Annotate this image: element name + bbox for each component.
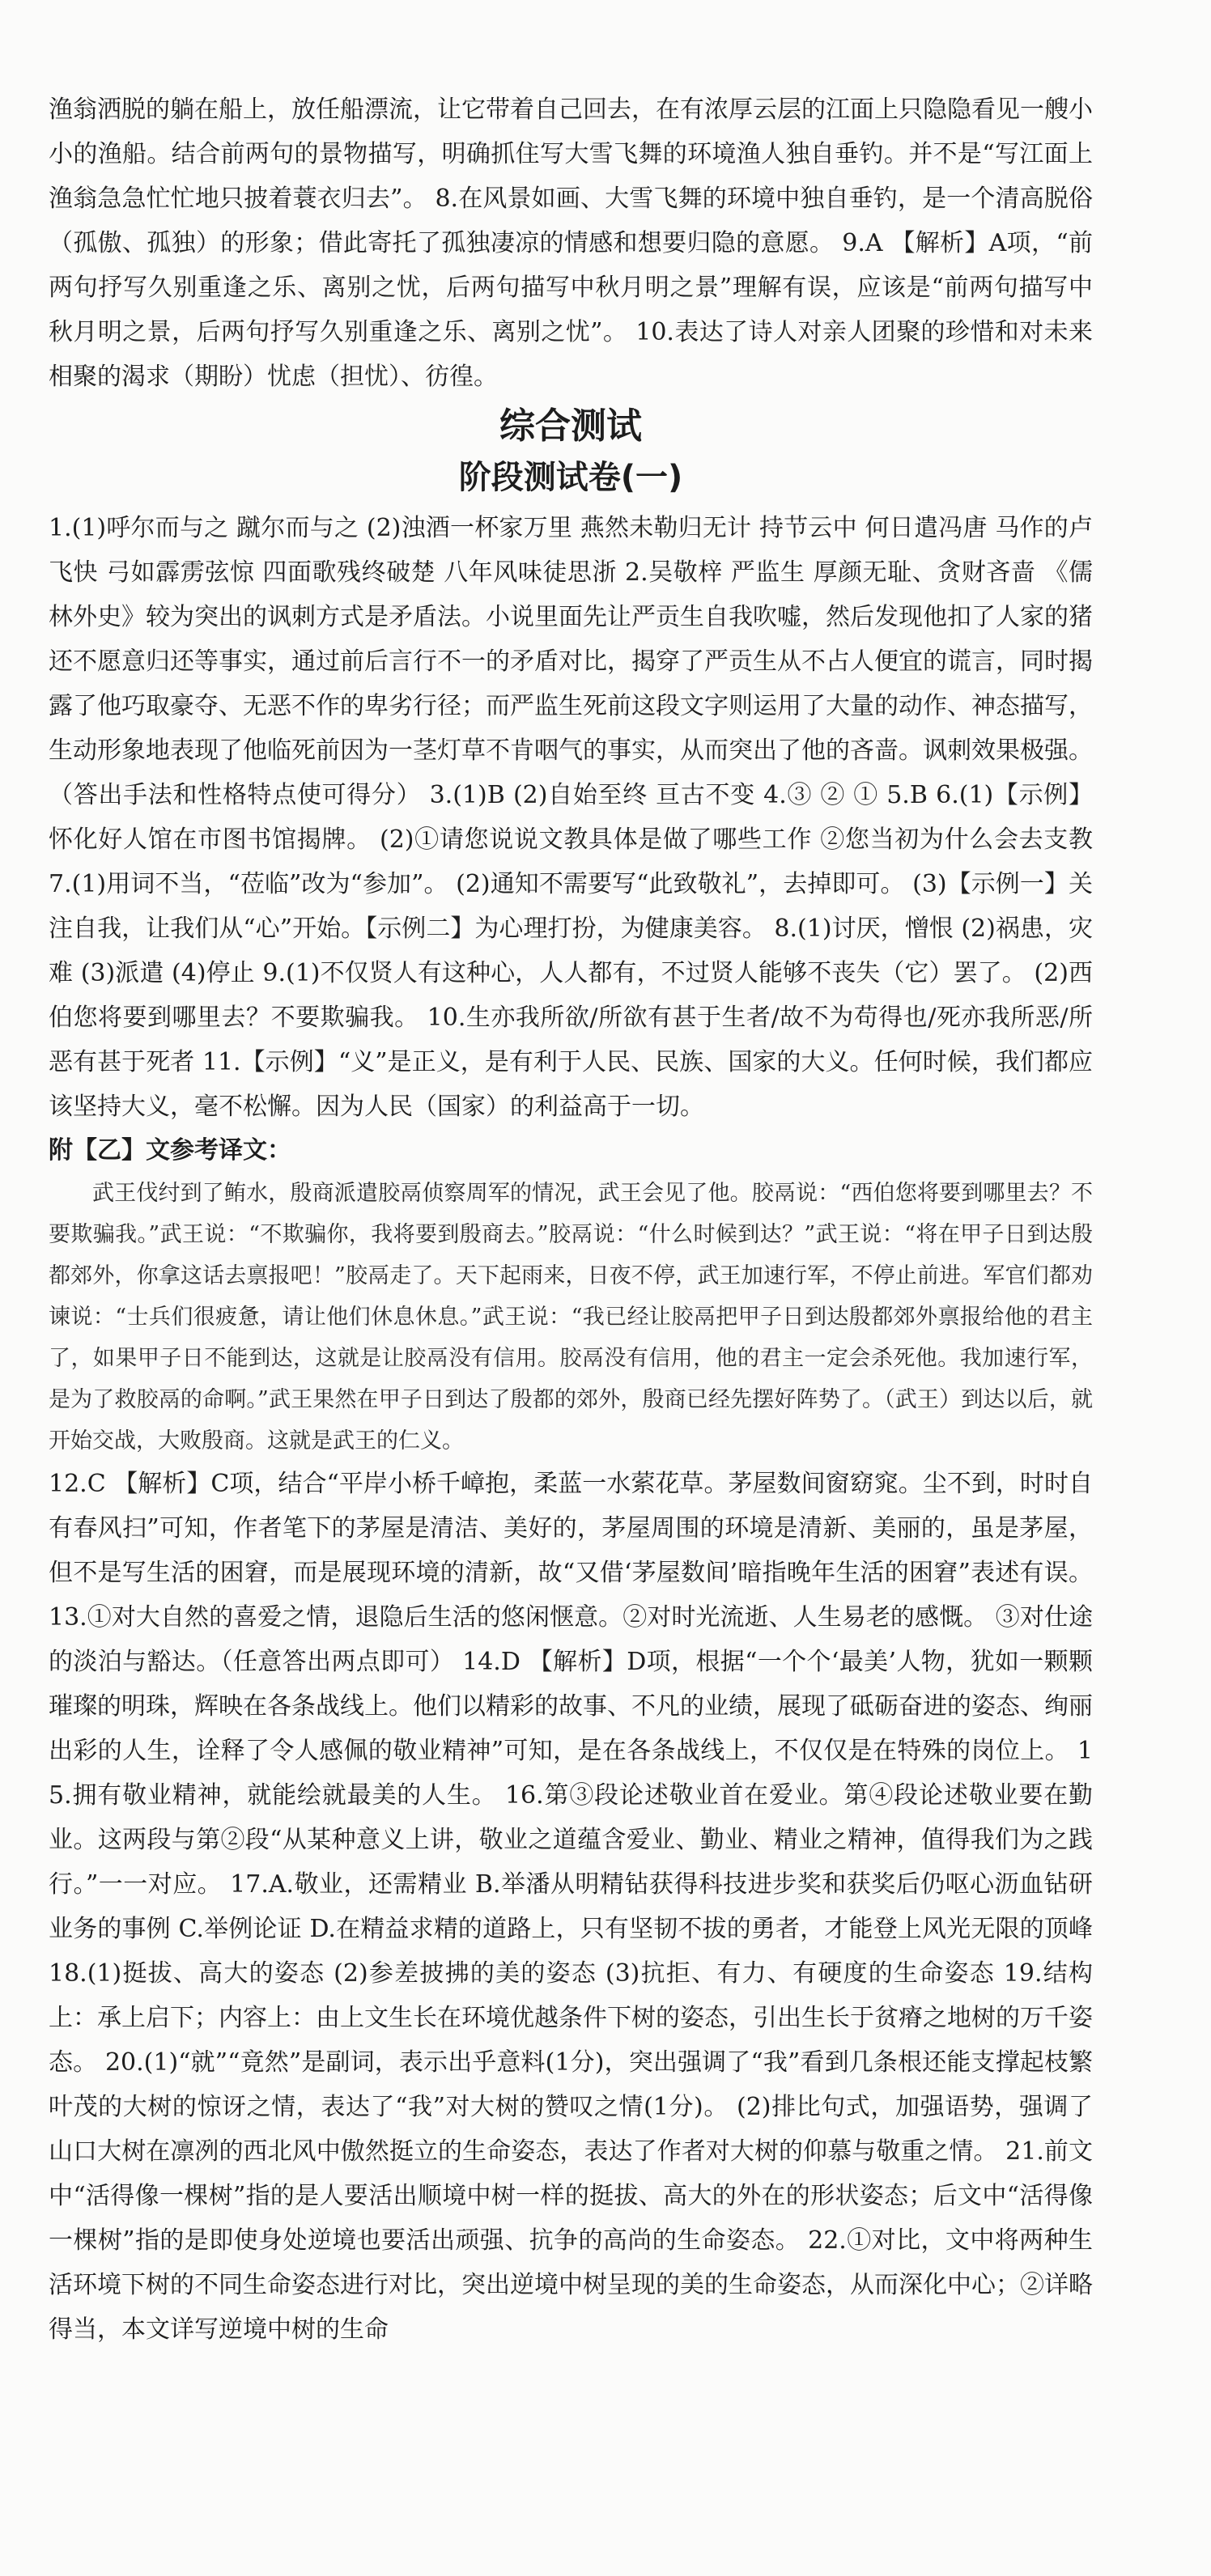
intro-paragraph: 渔翁洒脱的躺在船上，放任船漂流，让它带着自己回去，在有浓厚云层的江面上只隐隐看见一艘小小的渔船。结合前两句的景物描写，明确抓住写大雪飞舞的环境渔人独自垂钓。并不是“写江面上渔翁急急忙忙地只披着蓑衣归去”。 8.在风景如画、大雪飞舞的环境中独自垂钓，是一个清高脱俗（孤傲、孤独）的形象；借此寄托了孤独凄凉的情感和想要归隐的意愿。 9.A 【解析】A项，“前两句抒写久别重逢之乐、离别之忧，后两句描写中秋月明之景”理解有误，应该是“前两句描写中秋月明之景，后两句抒写久别重逢之乐、离别之忧”。 10.表达了诗人对亲人团聚的珍惜和对未来相聚的渴求（期盼）忧虑（担忧）、彷徨。 — [49, 95, 1093, 391]
answers-paragraph: 1.(1)呼尔而与之 蹴尔而与之 (2)浊酒一杯家万里 燕然未勒归无计 持节云中 何日遣冯唐 马作的卢飞快 弓如霹雳弦惊 四面歌残终破楚 八年风味徒思浙 2.吴敬梓 严监生 厚颜无耻、贪财吝啬 《儒林外史》较为突出的讽刺方式是矛盾法。小说里面先让严贡生自我吹嘘，然后发现他扣了人家的猪还不愿意归还等事实，通过前后言行不一的矛盾对比，揭穿了严贡生从不占人便宜的谎言，同时揭露了他巧取豪夺、无恶不作的卑劣行径；而严监生死前这段文字则运用了大量的动作、神态描写，生动形象地表现了他临死前因为一茎灯草不肯咽气的事实，从而突出了他的吝啬。讽刺效果极强。（答出手法和性格特点使可得分） 3.(1)B (2)自始至终 亘古不变 4.③ ② ① 5.B 6.(1)【示例】怀化好人馆在市图书馆揭牌。 (2)①请您说说文教具体是做了哪些工作 ②您当初为什么会去支教 7.(1)用词不当，“莅临”改为“参加”。 (2)通知不需要写“此致敬礼”，去掉即可。 (3)【示例一】关注自我，让我们从“心”开始。【示例二】为心理打扮，为健康美容。 8.(1)讨厌，憎恨 (2)祸患，灾难 (3)派遣 (4)停止 9.(1)不仅贤人有这种心，人人都有，不过贤人能够不丧失（它）罢了。 (2)西伯您将要到哪里去？不要欺骗我。 10.生亦我所欲/所欲有甚于生者/故不为苟得也/死亦我所恶/所恶有甚于死者 11.【示例】“义”是正义，是有利于人民、民族、国家的大义。任何时候，我们都应该坚持大义，毫不松懈。因为人民（国家）的利益高于一切。 — [49, 514, 1093, 1121]
page-content — [49, 87, 1093, 2352]
appendix-title: 附【乙】文参考译文： — [49, 1136, 291, 1165]
section-title: 综合测试 — [499, 405, 642, 447]
answers-paragraph-2: 12.C 【解析】C项，结合“平岸小桥千嶂抱，柔蓝一水萦花草。茅屋数间窗窈窕。尘不到，时时自有春风扫”可知，作者笔下的茅屋是清洁、美好的，茅屋周围的环境是清新、美丽的，虽是茅屋，但不是写生活的困窘，而是展现环境的清新，故“又借‘茅屋数间’暗指晚年生活的困窘”表述有误。 13.①对大自然的喜爱之情，退隐后生活的悠闲惬意。②对时光流逝、人生易老的感慨。 ③对仕途的淡泊与豁达。（任意答出两点即可） 14.D 【解析】D项，根据“一个个‘最美’人物，犹如一颗颗璀璨的明珠，辉映在各条战线上。他们以精彩的故事、不凡的业绩，展现了砥砺奋进的姿态、绚丽出彩的人生，诠释了令人感佩的敬业精神”可知，是在各条战线上，不仅仅是在特殊的岗位上。 15.拥有敬业精神，就能绘就最美的人生。 16.第③段论述敬业首在爱业。第④段论述敬业要在勤业。这两段与第②段“从某种意义上讲，敬业之道蕴含爱业、勤业、精业之精神，值得我们为之践行。”一一对应。 17.A.敬业，还需精业 B.举潘从明精钻获得科技进步奖和获奖后仍呕心沥血钻研业务的事例 C.举例论证 D.在精益求精的道路上，只有坚韧不拔的勇者，才能登上风光无限的顶峰 18.(1)挺拔、高大的姿态 (2)参差披拂的美的姿态 (3)抗拒、有力、有硬度的生命姿态 19.结构上：承上启下；内容上：由上文生长在环境优越条件下树的姿态，引出生长于贫瘠之地树的万千姿态。 20.(1)“就”“竟然”是副词，表示出乎意料(1分)，突出强调了“我”看到几条根还能支撑起枝繁叶茂的大树的惊讶之情，表达了“我”对大树的赞叹之情(1分)。 (2)排比句式，加强语势，强调了山口大树在凛冽的西北风中傲然挺立的生命姿态，表达了作者对大树的仰慕与敬重之情。 21.前文中“活得像一棵树”指的是人要活出顺境中树一样的挺拔、高大的外在的形状姿态；后文中“活得像一棵树”指的是即使身处逆境也要活出顽强、抗争的高尚的生命姿态。 22.①对比，文中将两种生活环境下树的不同生命姿态进行对比，突出逆境中树呈现的美的生命姿态，从而深化中心；②详略得当，本文详写逆境中树的生命 — [49, 1470, 1093, 2344]
subsection-title: 阶段测试卷(一) — [458, 459, 683, 496]
translation-paragraph: 武王伐纣到了鲔水，殷商派遣胶鬲侦察周军的情况，武王会见了他。胶鬲说：“西伯您将要到哪里去？不要欺骗我。”武王说：“不欺骗你，我将要到殷商去。”胶鬲说：“什么时候到达？”武王说：“将在甲子日到达殷都郊外，你拿这话去禀报吧！”胶鬲走了。天下起雨来，日夜不停，武王加速行军，不停止前进。军官们都劝谏说：“士兵们很疲惫，请让他们休息休息。”武王说：“我已经让胶鬲把甲子日到达殷都郊外禀报给他的君主了，如果甲子日不能到达，这就是让胶鬲没有信用。胶鬲没有信用，他的君主一定会杀死他。我加速行军，是为了救胶鬲的命啊。”武王果然在甲子日到达了殷都的郊外，殷商已经先摆好阵势了。（武王）到达以后，就开始交战，大败殷商。这就是武王的仁义。 — [49, 1181, 1093, 1454]
